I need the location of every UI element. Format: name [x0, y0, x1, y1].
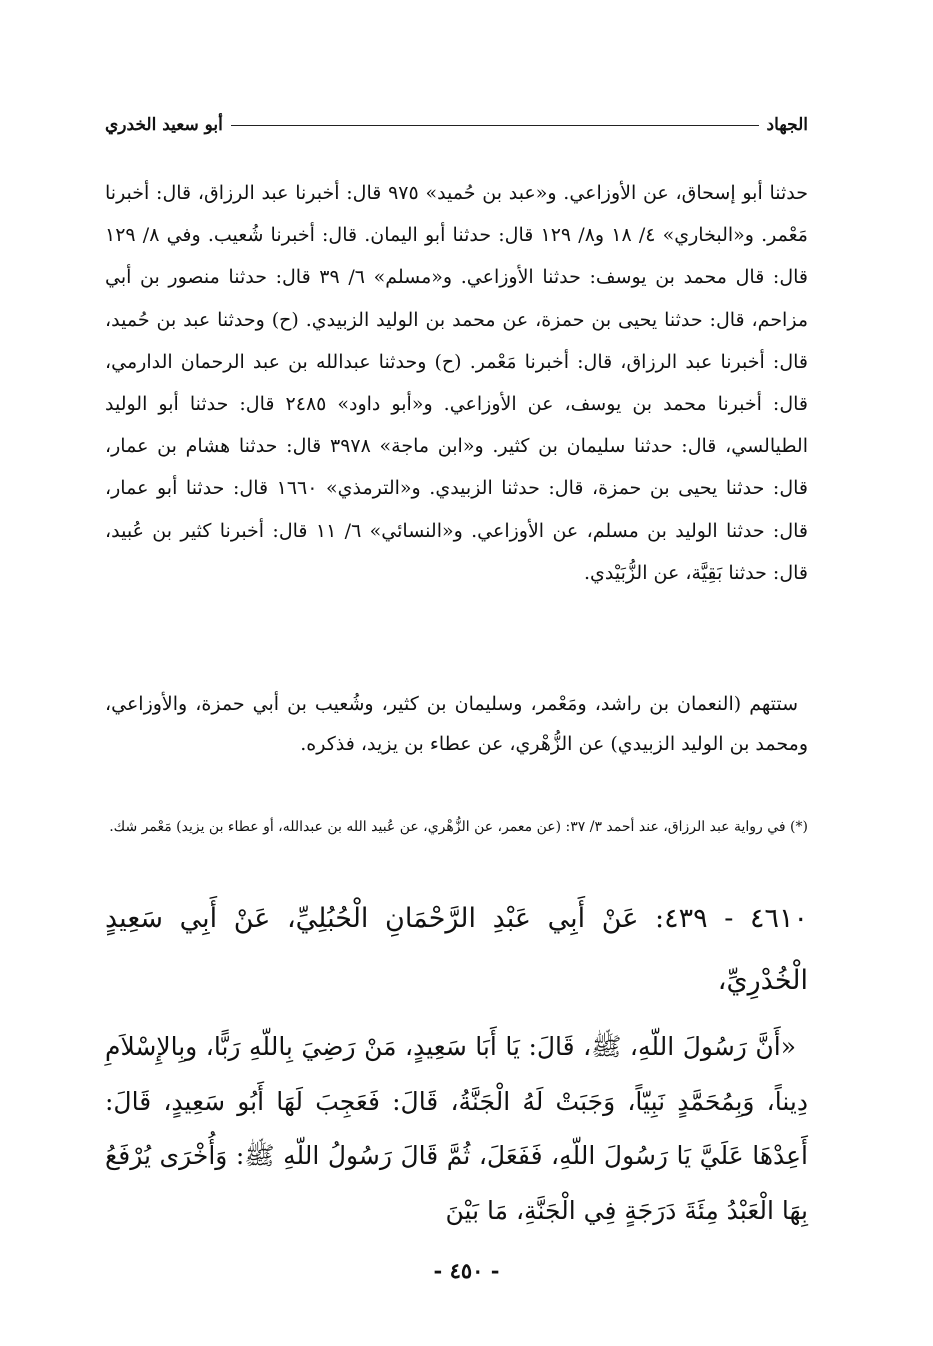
header-rule — [231, 125, 759, 126]
hadith-body-text: «أَنَّ رَسُولَ اللّهِ، ﷺ، قَالَ: يَا أَبَا سَعِيدٍ، مَنْ رَضِيَ بِاللّهِ رَبًّا، وبِالإِسْلاَمِ دِيناً، وَبِمُحَمَّدٍ نَبِيّاً، وَجَبَتْ لَهُ الْجَنَّةُ، قَالَ: فَعَجِبَ لَهَا أَبُو سَعِيدٍ، قَالَ: أَعِدْهَا عَلَيَّ يَا رَسُولَ اللّهِ، فَفَعَلَ، ثُمَّ قَالَ رَسُولُ اللّهِ ﷺ: وَأُخْرَى يُرْفَعُ بِهَا الْعَبْدُ مِئَةَ دَرَجَةٍ فِي الْجَنَّةِ، مَا بَيْنَ — [105, 1032, 808, 1225]
chain-text: ستتهم (النعمان بن راشد، ومَعْمر، وسليمان بن كثير، وشُعيب بن أبي حمزة، والأوزاعي، ومحمد بن الوليد الزبيدي) عن الزُّهْري، عن عطاء بن يزيد، فذكره. — [105, 693, 808, 755]
chapter-title: الجهاد — [766, 115, 808, 135]
running-header — [105, 110, 808, 140]
sanad-paragraph: حدثنا أبو إسحاق، عن الأوزاعي. و«عبد بن حُميد» ٩٧٥ قال: أخبرنا عبد الرزاق، قال: أخبرنا مَعْمر. و«البخاري» ٤/ ١٨ و٨/ ١٢٩ قال: حدثنا أبو اليمان. قال: أخبرنا شُعيب. وفي ٨/ ١٢٩ قال: قال محمد بن يوسف: حدثنا الأوزاعي. و«مسلم» ٦/ ٣٩ قال: حدثنا منصور بن أبي مزاحم، قال: حدثنا يحيى بن حمزة، عن محمد بن الوليد الزبيدي. (ح) وحدثنا عبد بن حُميد، قال: أخبرنا عبد الرزاق، قال: أخبرنا مَعْمر. (ح) وحدثنا عبدالله بن عبد الرحمان الدارمي، قال: أخبرنا محمد بن يوسف، عن الأوزاعي. و«أبو داود» ٢٤٨٥ قال: حدثنا أبو الوليد الطيالسي، قال: حدثنا سليمان بن كثير. و«ابن ماجة» ٣٩٧٨ قال: حدثنا هشام بن عمار، قال: حدثنا يحيى بن حمزة، قال: حدثنا الزبيدي. و«الترمذي» ١٦٦٠ قال: حدثنا أبو عمار، قال: حدثنا الوليد بن مسلم، عن الأوزاعي. و«النسائي» ٦/ ١١ قال: أخبرنا كثير بن عُبيد، قال: حدثنا بَقِيَّة، عن الزُّبَيْدي. — [105, 182, 809, 584]
footnote: (*) في رواية عبد الرزاق، عند أحمد ٣/ ٣٧: (عن معمر، عن الزُّهْري، عن عُبيد الله بن عبدالله، أو عطاء بن يزيد) مَعْمر شك. — [109, 819, 808, 835]
page-number: - ٤٥٠ - — [433, 1258, 500, 1283]
hadith-text — [105, 1020, 808, 1238]
hadith-heading: ٤٦١٠ - ٤٣٩: عَنْ أَبِي عَبْدِ الرَّحْمَانِ الْحُبُلِيِّ، عَنْ أَبِي سَعِيدٍ الْخُدْرِيِّ، — [105, 903, 809, 996]
section-title: أبو سعيد الخدري — [105, 115, 223, 135]
chain-paragraph — [105, 684, 808, 764]
